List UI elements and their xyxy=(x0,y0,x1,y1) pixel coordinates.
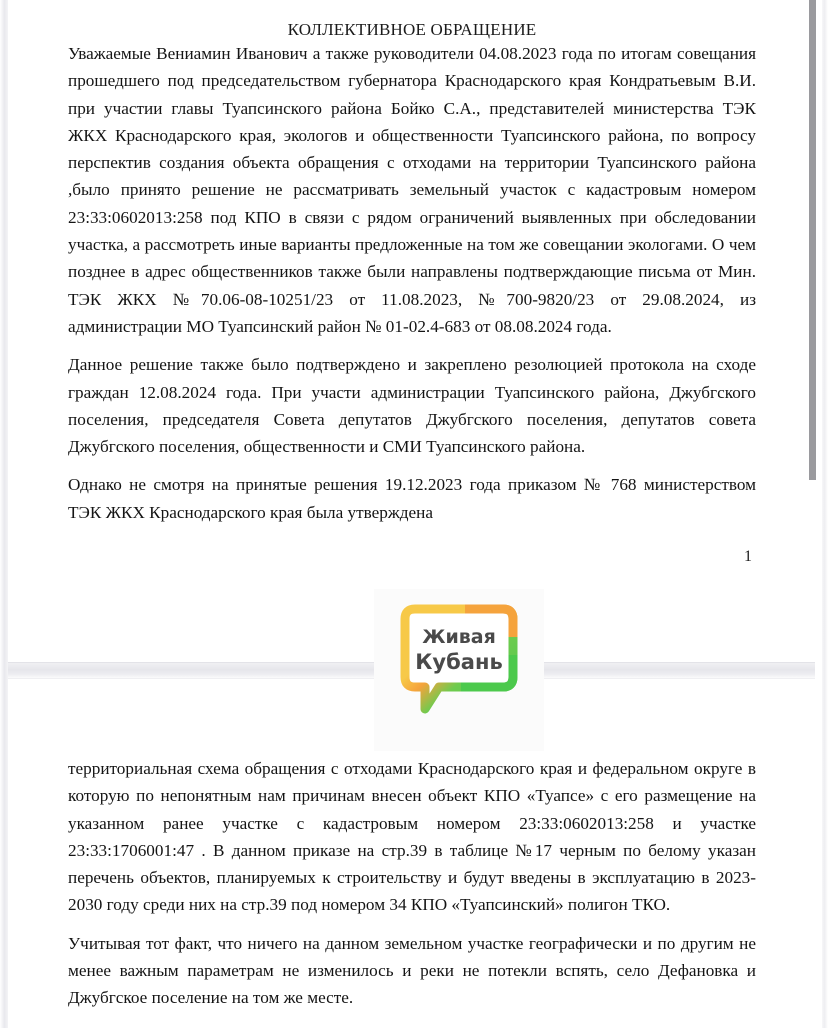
left-gutter xyxy=(0,0,8,1028)
speech-bubble-logo-icon xyxy=(399,603,519,721)
scrollbar-thumb[interactable] xyxy=(809,0,816,480)
paragraph: Однако не смотря на принятые решения 19.12.2023 года приказом № 768 министерством ТЭК ЖКХ Краснодарского края была утверждена xyxy=(68,475,756,522)
document-page-1 xyxy=(8,0,816,663)
paragraph: территориальная схема обращения с отходами Краснодарского края и федеральном округе в которую по непонятным нам причинам внесен объект КПО «Туапсе» с его размещение на указанном ранее участке с кадастровым номером 23:33:0602013:258 и участке 23:33:1706001:47 . В данном приказе на стр.39 в таблице №17 черным по белому указан перечень объектов, планируемых к строительству и будут введены в эксплуатацию в 2023-2030 году среди них на стр.39 под номером 34 КПО «Туапсинский» полигон ТКО. xyxy=(68,759,756,915)
watermark-zhivaya-kuban-logo xyxy=(374,589,544,751)
paragraph: Учитывая тот факт, что ничего на данном земельном участке географически и по другим не менее важным параметрам не изменилось и реки не потекли вспять, село Дефановка и Джубгское поселение на том же месте. xyxy=(68,933,756,1008)
paragraph: Данное решение также было подтверждено и закреплено резолюцией протокола на сходе граждан 12.08.2024 года. При участи администрации Туапсинского района, Джубгского поселения, председателя Совета депутатов Джубгского поселения, депутатов совета Джубгского поселения, общественности и СМИ Туапсинского района. xyxy=(68,355,756,457)
watermark-line-1: Живая xyxy=(422,626,496,648)
page-title: КОЛЛЕКТИВНОЕ ОБРАЩЕНИЕ xyxy=(287,20,537,39)
page-number: 1 xyxy=(744,548,752,566)
watermark-line-2: Кубань xyxy=(415,650,503,674)
scrollbar-track[interactable] xyxy=(815,0,822,1028)
paragraph: Уважаемые Вениамин Иванович а также руководители 04.08.2023 года по итогам совещания прошедшего под председательством губернатора Краснодарского края Кондратьевым В.И. при участии главы Туапсинского района Бойко С.А., представителей министерства ТЭК ЖКХ Краснодарского края, экологов и общественности Туапсинского района, по вопросу перспектив создания объекта обращения с отходами на территории Туапсинского района ,было принято решение не рассматривать земельный участок с кадастровым номером 23:33:0602013:258 под КПО в связи с рядом ограничений выявленных при обследовании участка, а рассмотреть иные варианты предложенные на том же совещании экологами. О чем позднее в адрес общественников также были направлены подтверждающие письма от Мин. ТЭК ЖКХ №70.06-08-10251/23 от 11.08.2023, №700-9820/23 от 29.08.2024, из администрации МО Туапсинский район № 01-02.4-683 от 08.08.2024 года. xyxy=(68,44,756,336)
right-gutter xyxy=(822,0,828,1028)
